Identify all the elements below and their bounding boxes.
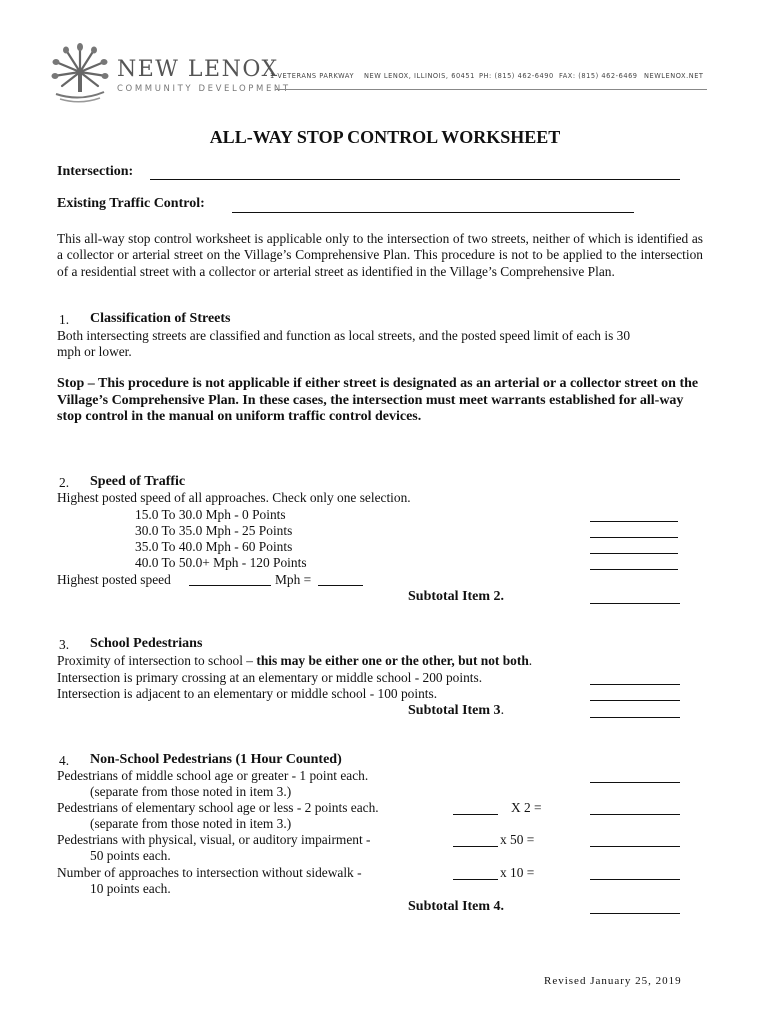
section-3-intro-end: . (528, 653, 533, 668)
speed-option-blank[interactable] (590, 553, 678, 554)
non-school-row-4-field[interactable] (590, 879, 680, 880)
section-3-number: 3. (59, 637, 70, 652)
subtotal-item-3-period: . (500, 703, 505, 718)
section-3-intro-plain: Proximity of intersection to school – (57, 653, 257, 668)
section-1-text-line-2: mph or lower. (57, 344, 132, 359)
intro-paragraph: This all-way stop control worksheet is applicable only to the intersection of two streets, neither of which is identified as a collector or arterial street on the Village’s Comprehensive Plan. This procedure is not to be applied to the intersection of a residential street with a collector or arterial street as identified in the Village’s Comprehensive Plan. (57, 231, 703, 279)
speed-option: 35.0 To 40.0 Mph - 60 Points (135, 539, 293, 554)
section-3-intro (57, 653, 532, 669)
section-3-title: School Pedestrians (90, 636, 203, 651)
non-school-row-3-multiplier: x 50 = (500, 832, 535, 847)
school-item-primary-crossing: Intersection is primary crossing at an elementary or middle school - 200 points. (57, 670, 483, 685)
header-city: NEW LENOX, ILLINOIS, 60451 (364, 72, 475, 80)
section-1-number: 1. (59, 312, 70, 327)
non-school-row-2-note: (separate from those noted in item 3.) (90, 816, 292, 831)
section-4-title: Non-School Pedestrians (1 Hour Counted) (90, 752, 342, 767)
non-school-row-4-count-field[interactable] (453, 879, 498, 880)
section-3-intro-emphasis: this may be either one or the other, but not both (256, 653, 529, 668)
non-school-row-4: Number of approaches to intersection without sidewalk - (57, 865, 362, 880)
subtotal-item-4-field[interactable] (590, 913, 680, 914)
non-school-row-1-note: (separate from those noted in item 3.) (90, 784, 292, 799)
non-school-row-3-count-field[interactable] (453, 846, 498, 847)
section-4-number: 4. (59, 753, 70, 768)
stop-note: Stop – This procedure is not applicable if either street is designated as an arterial or a collector street on the Village’s Comprehensive Plan. In these cases, the intersection must meet warrants established for all-way stop control in the manual on uniform traffic control devices. (57, 376, 699, 425)
highest-speed-label: Highest posted speed (57, 572, 171, 587)
non-school-row-2-field[interactable] (590, 814, 680, 815)
non-school-row-4-note: 10 points each. (90, 881, 171, 896)
subtotal-item-4-label: Subtotal Item 4. (408, 899, 505, 914)
non-school-row-2: Pedestrians of elementary school age or less - 2 points each. (57, 800, 379, 815)
speed-option-blank[interactable] (590, 569, 678, 570)
header-phone: PH: (815) 462-6490 (479, 72, 554, 80)
non-school-row-3-field[interactable] (590, 846, 680, 847)
school-item-adjacent: Intersection is adjacent to an elementary or middle school - 100 points. (57, 686, 438, 701)
section-1-text-line-1: Both intersecting streets are classified and function as local streets, and the posted speed limit of each is 30 (57, 328, 631, 343)
subtotal-item-2-label: Subtotal Item 2. (408, 589, 505, 604)
header-address: 1 VETERANS PARKWAY (270, 72, 355, 80)
header-divider (275, 89, 707, 90)
revision-date: Revised January 25, 2019 (544, 975, 682, 987)
speed-option: 40.0 To 50.0+ Mph - 120 Points (135, 555, 307, 570)
section-2-number: 2. (59, 475, 70, 490)
subtotal-item-3-label (408, 703, 504, 719)
non-school-row-2-count-field[interactable] (453, 814, 498, 815)
speed-option-blank[interactable] (590, 537, 678, 538)
school-item-primary-crossing-field[interactable] (590, 684, 680, 685)
subtotal-item-2-field[interactable] (590, 603, 680, 604)
subtotal-item-3-field[interactable] (590, 717, 680, 718)
intersection-label: Intersection: (57, 164, 134, 179)
mph-label: Mph = (275, 572, 312, 587)
section-2-intro: Highest posted speed of all approaches. Check only one selection. (57, 490, 411, 505)
section-1-title: Classification of Streets (90, 311, 231, 326)
speed-option: 30.0 To 35.0 Mph - 25 Points (135, 523, 293, 538)
mph-points-field[interactable] (318, 585, 363, 586)
speed-option-blank[interactable] (590, 521, 678, 522)
speed-option: 15.0 To 30.0 Mph - 0 Points (135, 507, 286, 522)
page-title: ALL-WAY STOP CONTROL WORKSHEET (209, 127, 561, 147)
non-school-row-3: Pedestrians with physical, visual, or auditory impairment - (57, 832, 371, 847)
non-school-row-2-multiplier: X 2 = (511, 800, 542, 815)
non-school-row-4-multiplier: x 10 = (500, 865, 535, 880)
brand-name: NEW LENOX (117, 57, 279, 82)
subtotal-item-3-text: Subtotal Item 3 (408, 703, 501, 718)
section-2-title: Speed of Traffic (90, 474, 186, 489)
header-website: NEWLENOX.NET (644, 72, 704, 80)
non-school-row-1-field[interactable] (590, 782, 680, 783)
school-item-adjacent-field[interactable] (590, 700, 680, 701)
traffic-control-label: Existing Traffic Control: (57, 196, 205, 211)
traffic-control-field[interactable] (232, 212, 634, 213)
highest-speed-field[interactable] (189, 585, 271, 586)
intersection-field[interactable] (150, 179, 680, 180)
new-lenox-tree-logo (50, 42, 110, 104)
non-school-row-1: Pedestrians of middle school age or greater - 1 point each. (57, 768, 369, 783)
non-school-row-3-note: 50 points each. (90, 848, 171, 863)
brand-subtitle: COMMUNITY DEVELOPMENT (117, 84, 291, 94)
header-fax: FAX: (815) 462-6469 (559, 72, 638, 80)
